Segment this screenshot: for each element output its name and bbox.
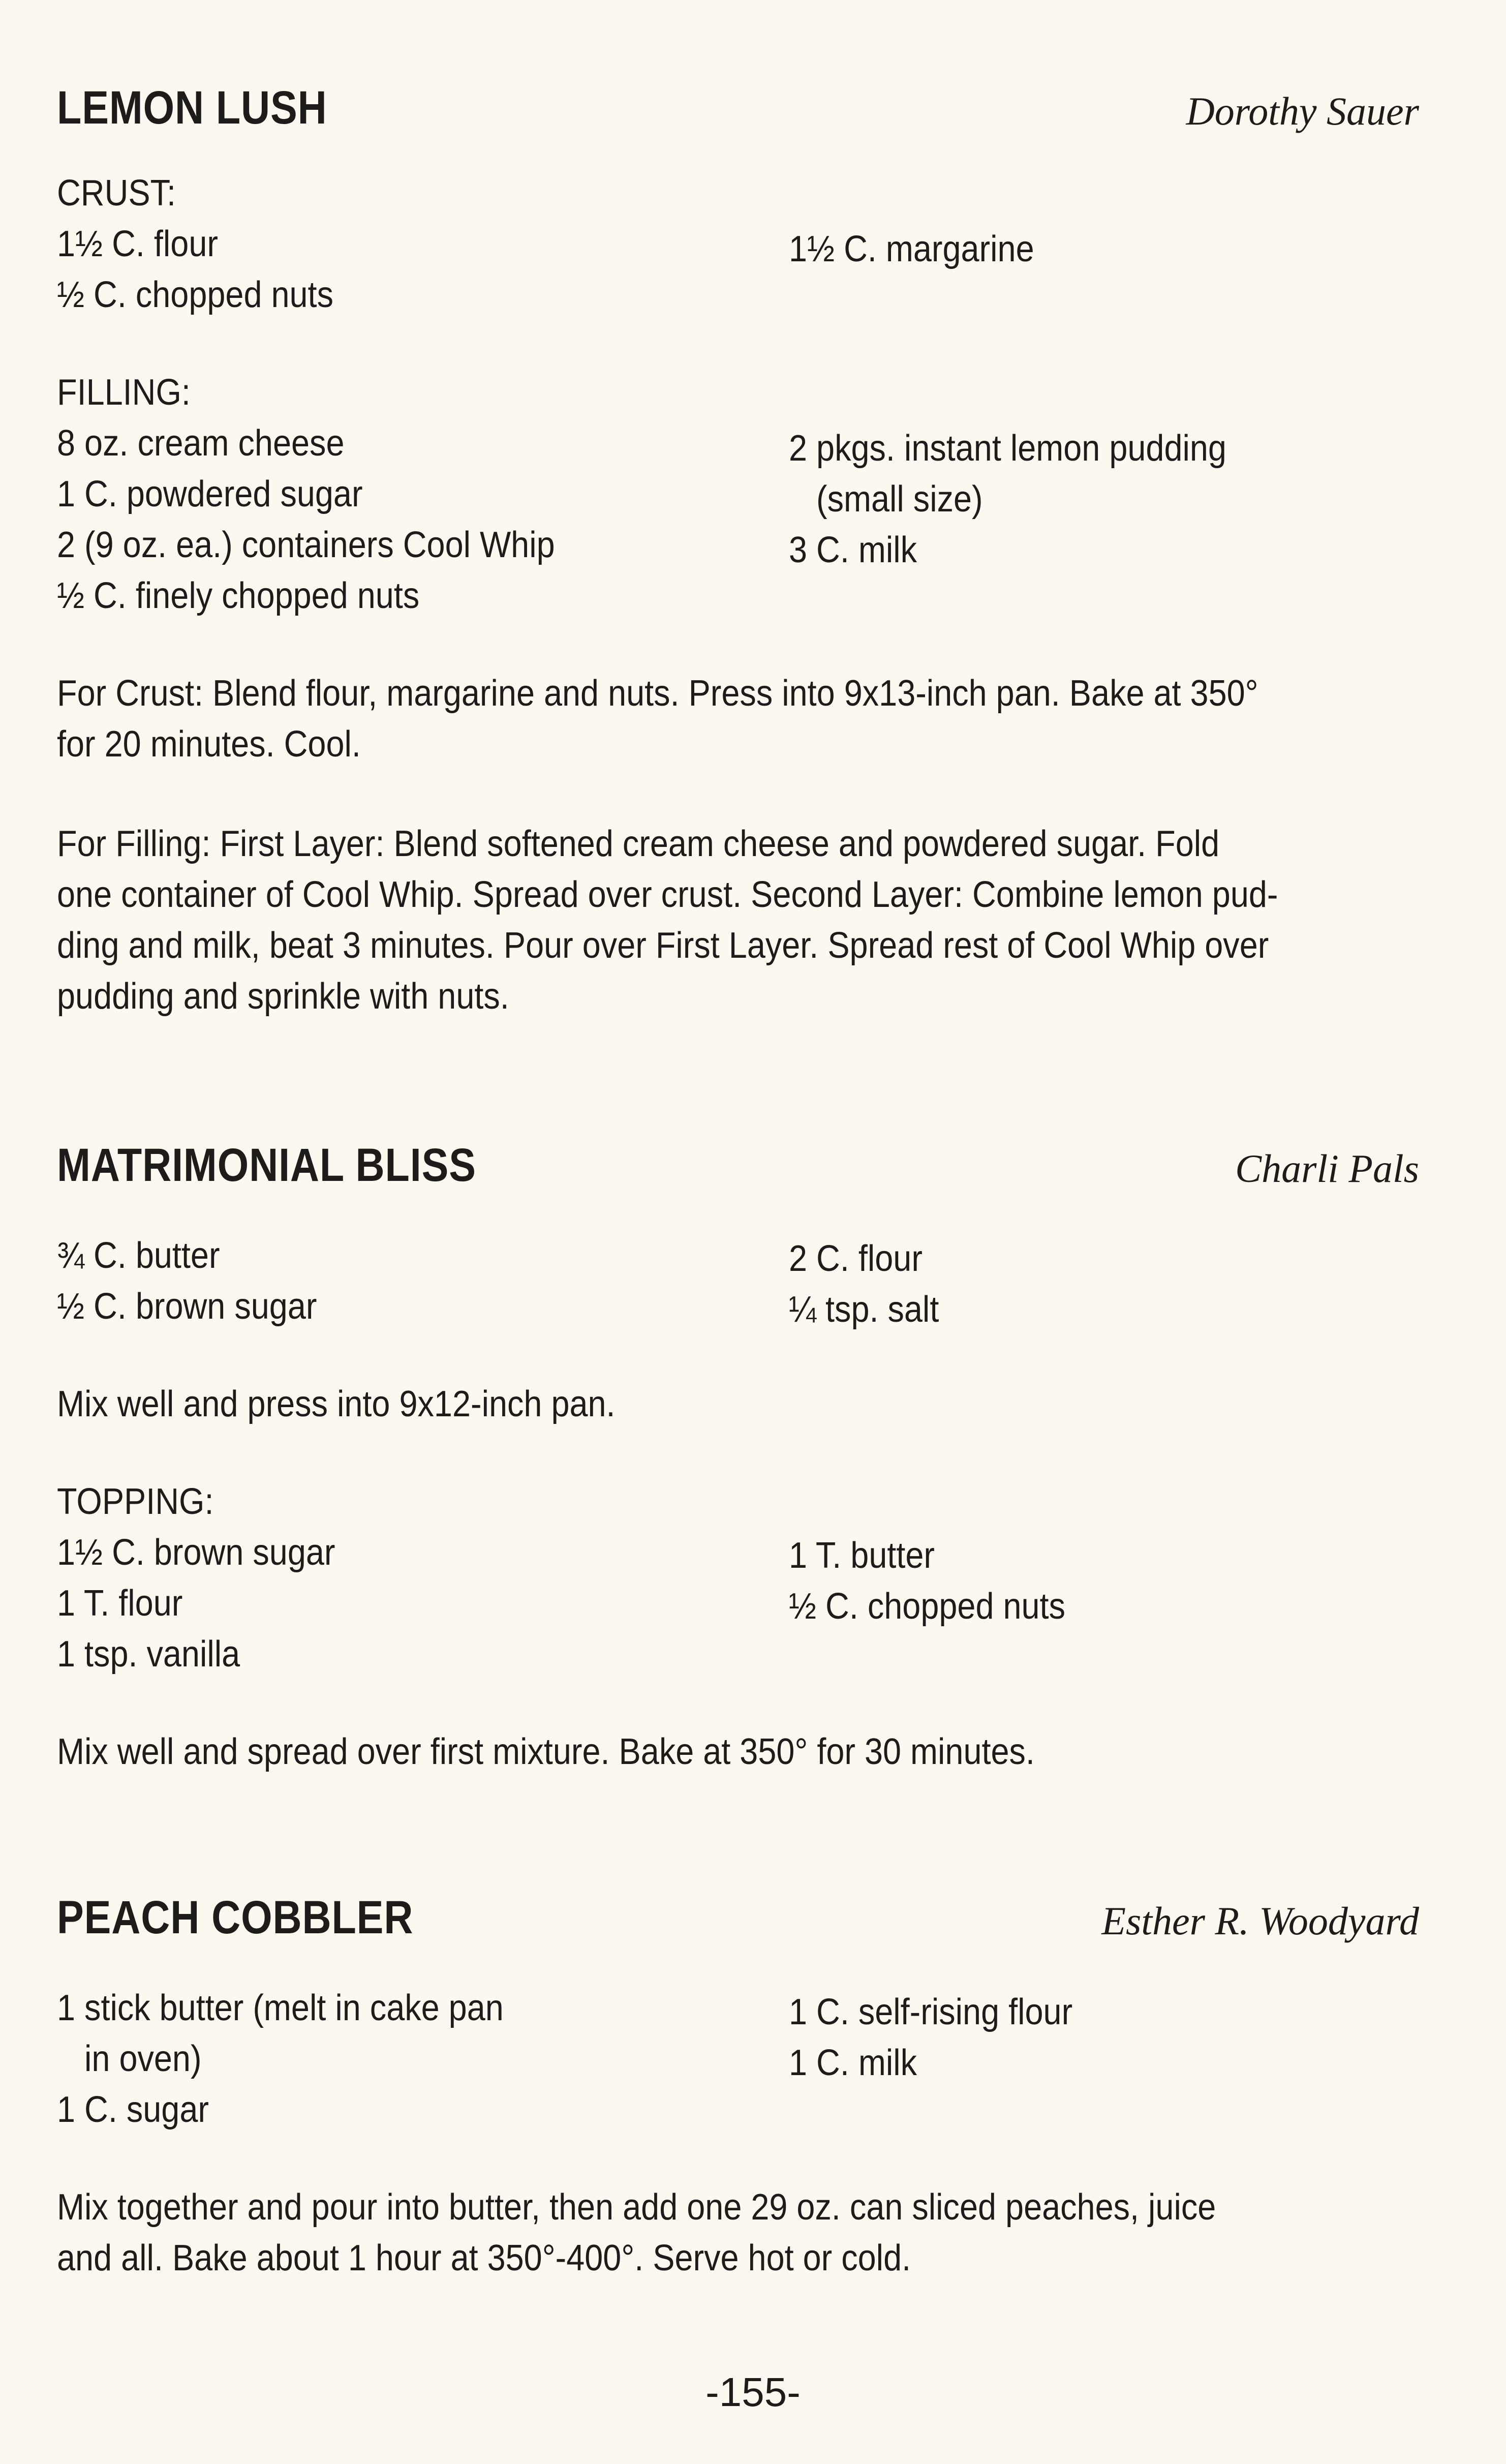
ingredient: in oven) [84, 2039, 202, 2079]
recipe-author: Dorothy Sauer [1186, 89, 1419, 133]
recipe-matrimonial-bliss [57, 1139, 1419, 1777]
ingredient: (small size) [816, 479, 983, 520]
ingredient: 1 C. powdered sugar [57, 474, 363, 514]
recipe-author: Charli Pals [1235, 1146, 1419, 1191]
ingredient: 2 pkgs. instant lemon pudding [789, 428, 1226, 469]
ingredient: 1 tsp. vanilla [57, 1634, 240, 1675]
instruction-line: For Crust: Blend flour, margarine and nuts. Press into 9x13-inch pan. Bake at 350° [57, 673, 1258, 714]
topping-label: TOPPING: [57, 1481, 214, 1522]
ingredient: 1 C. sugar [57, 2089, 209, 2130]
ingredient: 1½ C. flour [57, 224, 218, 264]
ingredient: 1½ C. margarine [789, 229, 1034, 269]
ingredient: 2 C. flour [789, 1238, 923, 1279]
ingredient: ½ C. chopped nuts [57, 275, 333, 315]
filling-ingredients [57, 418, 1419, 621]
ingredient: ½ C. finely chopped nuts [57, 575, 420, 616]
ingredient: 3 C. milk [789, 530, 917, 570]
recipe-title: MATRIMONIAL BLISS [57, 1139, 476, 1191]
recipe-title: LEMON LUSH [57, 82, 327, 134]
instruction-line: one container of Cool Whip. Spread over crust. Second Layer: Combine lemon pud- [57, 874, 1278, 915]
cobbler-instructions [57, 2182, 1411, 2284]
ingredient: 1 stick butter (melt in cake pan [57, 1988, 504, 2028]
crust-ingredients [57, 219, 1419, 320]
ingredient: 1 C. self-rising flour [789, 1992, 1073, 2032]
ingredient: 1½ C. brown sugar [57, 1532, 335, 1573]
ingredient: ½ C. chopped nuts [789, 1586, 1065, 1627]
instruction-line: Mix together and pour into butter, then add one 29 oz. can sliced peaches, juice [57, 2187, 1216, 2228]
ingredient: ½ C. brown sugar [57, 1286, 317, 1327]
recipe-title: PEACH COBBLER [57, 1892, 414, 1943]
base-ingredients [57, 1230, 1419, 1332]
ingredient: 8 oz. cream cheese [57, 423, 345, 464]
ingredient: 1 C. milk [789, 2043, 917, 2083]
filling-instructions [57, 818, 1411, 1022]
instruction-line: pudding and sprinkle with nuts. [57, 976, 509, 1017]
instruction-line: For Filling: First Layer: Blend softened cream cheese and powdered sugar. Fold [57, 824, 1220, 864]
cobbler-ingredients [57, 1983, 1419, 2135]
crust-instructions [57, 668, 1411, 770]
recipe-author: Esther R. Woodyard [1101, 1899, 1419, 1943]
topping-ingredients [57, 1527, 1419, 1680]
crust-label: CRUST: [57, 173, 176, 214]
instruction-line: for 20 minutes. Cool. [57, 724, 361, 765]
filling-label: FILLING: [57, 372, 191, 413]
instruction-line: and all. Bake about 1 hour at 350°-400°. Serve hot or cold. [57, 2238, 911, 2278]
instruction-line: ding and milk, beat 3 minutes. Pour over First Layer. Spread rest of Cool Whip over [57, 925, 1269, 966]
page-number: -155- [705, 2369, 801, 2415]
base-instructions: Mix well and press into 9x12-inch pan. [57, 1384, 616, 1424]
recipe-peach-cobbler [57, 1891, 1419, 2284]
ingredient: ¾ C. butter [57, 1235, 220, 1276]
recipe-lemon-lush [57, 81, 1419, 1022]
ingredient: 2 (9 oz. ea.) containers Cool Whip [57, 525, 555, 565]
ingredient: 1 T. flour [57, 1583, 183, 1624]
ingredient: ¼ tsp. salt [789, 1289, 939, 1330]
ingredient: 1 T. butter [789, 1535, 935, 1576]
topping-instructions: Mix well and spread over first mixture. Bake at 350° for 30 minutes. [57, 1731, 1035, 1772]
